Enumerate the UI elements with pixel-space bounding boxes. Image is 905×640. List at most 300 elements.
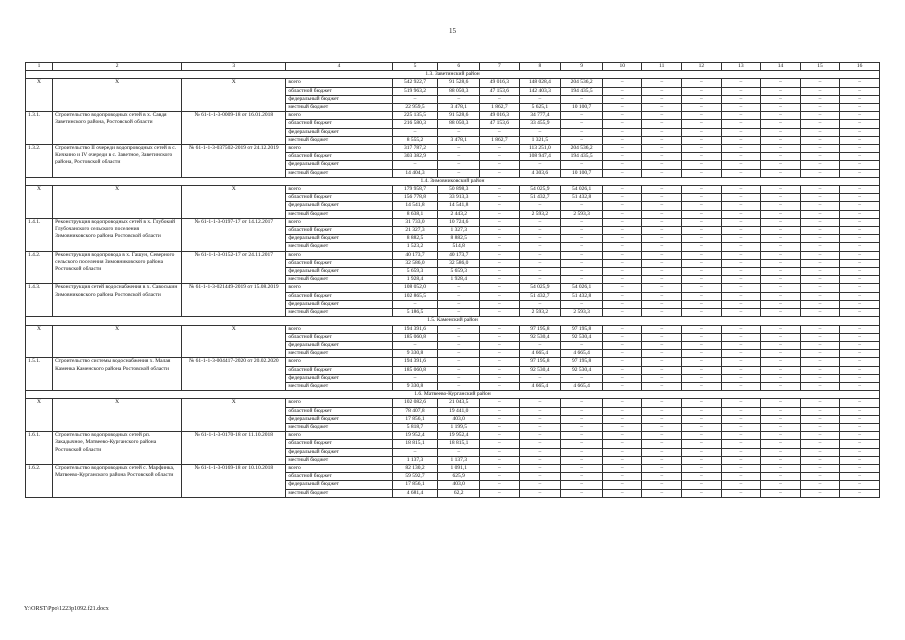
funding-source: всего: [286, 251, 392, 259]
amount-cell: –: [761, 153, 801, 161]
amount-cell: 10 724,6: [438, 218, 480, 226]
amount-cell: –: [682, 325, 722, 333]
amount-cell: –: [682, 473, 722, 481]
amount-cell: –: [800, 268, 840, 276]
amount-cell: –: [561, 227, 603, 235]
header-cell: 1: [26, 63, 53, 71]
item-name: Реконструкция водопроводных сетей в х. Глубокий Глубочанского сельского поселения Зимовниковского района Ростовской области: [53, 218, 182, 251]
amount-cell: –: [721, 161, 761, 169]
amount-cell: –: [642, 358, 682, 366]
amount-cell: 51 432,7: [519, 292, 561, 300]
amount-cell: –: [519, 218, 561, 226]
amount-cell: –: [800, 112, 840, 120]
amount-cell: –: [840, 136, 880, 144]
amount-cell: –: [602, 489, 642, 497]
amount-cell: –: [721, 366, 761, 374]
funding-source: всего: [286, 112, 392, 120]
amount-cell: –: [761, 415, 801, 423]
amount-cell: –: [800, 284, 840, 292]
amount-cell: –: [480, 473, 520, 481]
amount-cell: –: [480, 358, 520, 366]
amount-cell: –: [438, 95, 480, 103]
amount-cell: –: [480, 366, 520, 374]
amount-cell: –: [800, 333, 840, 341]
amount-cell: 62,2: [438, 489, 480, 497]
amount-cell: 1 321,5: [519, 136, 561, 144]
amount-cell: –: [721, 218, 761, 226]
amount-cell: –: [602, 341, 642, 349]
amount-cell: –: [761, 309, 801, 317]
amount-cell: 91 528,6: [438, 79, 480, 87]
amount-cell: –: [840, 374, 880, 382]
amount-cell: –: [682, 153, 722, 161]
amount-cell: –: [721, 210, 761, 218]
amount-cell: –: [800, 374, 840, 382]
amount-cell: –: [642, 194, 682, 202]
amount-cell: –: [761, 325, 801, 333]
amount-cell: 4 681,4: [392, 489, 438, 497]
amount-cell: –: [561, 489, 603, 497]
amount-cell: –: [721, 325, 761, 333]
amount-cell: –: [602, 186, 642, 194]
amount-cell: –: [561, 456, 603, 464]
amount-cell: –: [438, 333, 480, 341]
amount-cell: 1 137,3: [392, 456, 438, 464]
item-document: № 61-1-1-3-037502-2019 от 24.12.2019: [182, 145, 286, 178]
amount-cell: –: [519, 227, 561, 235]
amount-cell: 1 137,3: [438, 456, 480, 464]
amount-cell: –: [761, 202, 801, 210]
amount-cell: –: [840, 350, 880, 358]
amount-cell: –: [682, 399, 722, 407]
amount-cell: –: [721, 268, 761, 276]
amount-cell: –: [682, 259, 722, 267]
amount-cell: –: [840, 341, 880, 349]
amount-cell: –: [840, 432, 880, 440]
amount-cell: –: [721, 432, 761, 440]
amount-cell: –: [800, 292, 840, 300]
item-number: 1.3.1.: [26, 112, 53, 145]
amount-cell: –: [761, 481, 801, 489]
amount-cell: –: [800, 423, 840, 431]
amount-cell: –: [721, 473, 761, 481]
amount-cell: –: [480, 218, 520, 226]
amount-cell: –: [642, 481, 682, 489]
amount-cell: –: [561, 448, 603, 456]
amount-cell: –: [642, 309, 682, 317]
amount-cell: –: [642, 104, 682, 112]
amount-cell: –: [392, 128, 438, 136]
funding-source: федеральный бюджет: [286, 481, 392, 489]
amount-cell: –: [800, 358, 840, 366]
amount-cell: –: [761, 218, 801, 226]
amount-cell: 225 135,5: [392, 112, 438, 120]
amount-cell: –: [682, 79, 722, 87]
funding-source: федеральный бюджет: [286, 235, 392, 243]
amount-cell: –: [800, 169, 840, 177]
amount-cell: –: [761, 112, 801, 120]
amount-cell: –: [721, 104, 761, 112]
amount-cell: –: [721, 382, 761, 390]
amount-cell: –: [602, 284, 642, 292]
amount-cell: –: [602, 145, 642, 153]
amount-cell: –: [602, 112, 642, 120]
amount-cell: 54 025,9: [519, 186, 561, 194]
amount-cell: –: [800, 415, 840, 423]
amount-cell: –: [519, 423, 561, 431]
amount-cell: –: [682, 104, 722, 112]
amount-cell: –: [642, 186, 682, 194]
amount-cell: –: [561, 251, 603, 259]
amount-cell: 49 016,3: [480, 112, 520, 120]
amount-cell: –: [800, 448, 840, 456]
amount-cell: –: [602, 95, 642, 103]
amount-cell: –: [800, 259, 840, 267]
amount-cell: –: [800, 276, 840, 284]
amount-cell: –: [682, 251, 722, 259]
table-row: [26, 186, 880, 194]
header-cell: 3: [182, 63, 286, 71]
amount-cell: –: [800, 432, 840, 440]
amount-cell: –: [761, 194, 801, 202]
amount-cell: –: [800, 464, 840, 472]
item-name: Строительство водопроводных сетей в х. Савдя Заветинского района, Ростовской области: [53, 112, 182, 145]
funding-source: областной бюджет: [286, 333, 392, 341]
item-document: № 61-1-1-3-021449-2019 от 15.08.2019: [182, 284, 286, 317]
amount-cell: –: [642, 202, 682, 210]
funding-source: федеральный бюджет: [286, 300, 392, 308]
amount-cell: –: [519, 432, 561, 440]
table-row: [26, 399, 880, 407]
amount-cell: 148 028,4: [519, 79, 561, 87]
item-name: Х: [53, 399, 182, 432]
amount-cell: –: [642, 161, 682, 169]
amount-cell: –: [602, 128, 642, 136]
amount-cell: –: [392, 448, 438, 456]
amount-cell: –: [721, 136, 761, 144]
amount-cell: –: [602, 251, 642, 259]
amount-cell: –: [480, 456, 520, 464]
amount-cell: –: [519, 407, 561, 415]
item-document: № 61-1-1-3-0197-17 от 14.12.2017: [182, 218, 286, 251]
amount-cell: –: [840, 300, 880, 308]
amount-cell: –: [840, 448, 880, 456]
section-title: 1.6. Матвеево-Курганский район: [26, 391, 880, 399]
amount-cell: –: [682, 95, 722, 103]
amount-cell: –: [800, 128, 840, 136]
amount-cell: 21 327,3: [392, 227, 438, 235]
amount-cell: –: [840, 128, 880, 136]
amount-cell: –: [480, 284, 520, 292]
item-document: № 61-1-1-3-0009-18 от 16.01.2018: [182, 112, 286, 145]
amount-cell: –: [602, 243, 642, 251]
amount-cell: –: [642, 259, 682, 267]
amount-cell: –: [721, 145, 761, 153]
amount-cell: –: [480, 448, 520, 456]
amount-cell: 5 659,3: [438, 268, 480, 276]
amount-cell: 4 665,4: [519, 350, 561, 358]
amount-cell: 4 665,4: [561, 350, 603, 358]
amount-cell: –: [642, 407, 682, 415]
amount-cell: –: [561, 415, 603, 423]
amount-cell: –: [761, 276, 801, 284]
funding-source: областной бюджет: [286, 259, 392, 267]
amount-cell: 32 586,0: [438, 259, 480, 267]
amount-cell: –: [602, 259, 642, 267]
amount-cell: –: [840, 325, 880, 333]
amount-cell: –: [438, 309, 480, 317]
amount-cell: –: [721, 358, 761, 366]
amount-cell: 51 432,7: [519, 194, 561, 202]
amount-cell: 1 199,5: [438, 423, 480, 431]
amount-cell: –: [840, 309, 880, 317]
amount-cell: 19 952,4: [392, 432, 438, 440]
section-title: 1.4. Зимовниковский район: [26, 177, 880, 185]
amount-cell: –: [721, 292, 761, 300]
amount-cell: –: [761, 186, 801, 194]
amount-cell: 216 580,3: [392, 120, 438, 128]
amount-cell: 22 959,5: [392, 104, 438, 112]
item-document: № 61-1-1-3-0170-18 от 11.10.2018: [182, 432, 286, 465]
table-row: [26, 358, 880, 366]
amount-cell: –: [480, 128, 520, 136]
funding-source: всего: [286, 464, 392, 472]
amount-cell: –: [721, 284, 761, 292]
amount-cell: 3 478,1: [438, 104, 480, 112]
amount-cell: 10 100,7: [561, 104, 603, 112]
amount-cell: –: [480, 268, 520, 276]
amount-cell: 92 530,4: [519, 366, 561, 374]
amount-cell: –: [438, 145, 480, 153]
amount-cell: 204 536,2: [561, 145, 603, 153]
item-document: Х: [182, 325, 286, 358]
amount-cell: –: [642, 382, 682, 390]
funding-source: федеральный бюджет: [286, 448, 392, 456]
amount-cell: –: [761, 161, 801, 169]
amount-cell: –: [682, 210, 722, 218]
amount-cell: 88 050,3: [438, 120, 480, 128]
amount-cell: –: [721, 440, 761, 448]
amount-cell: –: [642, 464, 682, 472]
amount-cell: 4 665,4: [561, 382, 603, 390]
amount-cell: –: [800, 341, 840, 349]
amount-cell: –: [682, 218, 722, 226]
section-row: [26, 391, 880, 399]
amount-cell: –: [642, 145, 682, 153]
amount-cell: 194 391,6: [392, 325, 438, 333]
amount-cell: –: [602, 202, 642, 210]
amount-cell: 317 787,2: [392, 145, 438, 153]
amount-cell: –: [840, 292, 880, 300]
amount-cell: –: [800, 145, 840, 153]
amount-cell: –: [480, 202, 520, 210]
amount-cell: 113 251,0: [519, 145, 561, 153]
header-cell: 11: [642, 63, 682, 71]
amount-cell: 403,0: [438, 481, 480, 489]
funding-source: местный бюджет: [286, 136, 392, 144]
item-number: 1.6.2.: [26, 464, 53, 497]
amount-cell: –: [721, 259, 761, 267]
amount-cell: –: [519, 415, 561, 423]
amount-cell: –: [840, 227, 880, 235]
funding-source: всего: [286, 432, 392, 440]
amount-cell: –: [602, 79, 642, 87]
amount-cell: –: [480, 374, 520, 382]
amount-cell: 303 382,9: [392, 153, 438, 161]
amount-cell: –: [682, 136, 722, 144]
item-number: Х: [26, 399, 53, 432]
amount-cell: –: [721, 87, 761, 95]
amount-cell: 54 026,1: [561, 284, 603, 292]
item-document: № 61-1-1-3-0169-18 от 10.10.2018: [182, 464, 286, 497]
amount-cell: –: [480, 194, 520, 202]
funding-source: местный бюджет: [286, 169, 392, 177]
amount-cell: –: [561, 235, 603, 243]
amount-cell: –: [682, 87, 722, 95]
amount-cell: 185 060,8: [392, 333, 438, 341]
amount-cell: 2 593,2: [519, 210, 561, 218]
amount-cell: –: [561, 136, 603, 144]
amount-cell: 108 052,0: [392, 284, 438, 292]
amount-cell: 33 455,9: [519, 120, 561, 128]
amount-cell: 514,8: [438, 243, 480, 251]
amount-cell: 14 541,8: [438, 202, 480, 210]
funding-source: федеральный бюджет: [286, 374, 392, 382]
amount-cell: –: [682, 309, 722, 317]
amount-cell: –: [519, 300, 561, 308]
amount-cell: –: [602, 415, 642, 423]
amount-cell: –: [761, 432, 801, 440]
amount-cell: –: [480, 300, 520, 308]
amount-cell: –: [761, 292, 801, 300]
header-cell: 8: [519, 63, 561, 71]
header-cell: 16: [840, 63, 880, 71]
amount-cell: –: [480, 210, 520, 218]
amount-cell: –: [438, 153, 480, 161]
amount-cell: –: [480, 169, 520, 177]
page-number: 15: [449, 27, 456, 35]
amount-cell: 142 403,3: [519, 87, 561, 95]
amount-cell: –: [642, 292, 682, 300]
amount-cell: –: [519, 489, 561, 497]
amount-cell: –: [392, 300, 438, 308]
funding-source: федеральный бюджет: [286, 341, 392, 349]
amount-cell: 204 536,2: [561, 79, 603, 87]
table-row: [26, 112, 880, 120]
amount-cell: –: [642, 489, 682, 497]
amount-cell: –: [800, 79, 840, 87]
amount-cell: 1 523,2: [392, 243, 438, 251]
amount-cell: –: [840, 276, 880, 284]
amount-cell: –: [721, 169, 761, 177]
amount-cell: –: [642, 341, 682, 349]
amount-cell: –: [480, 489, 520, 497]
amount-cell: –: [642, 153, 682, 161]
amount-cell: –: [480, 153, 520, 161]
amount-cell: –: [480, 235, 520, 243]
funding-source: областной бюджет: [286, 292, 392, 300]
amount-cell: –: [438, 382, 480, 390]
amount-cell: –: [840, 358, 880, 366]
amount-cell: –: [682, 194, 722, 202]
funding-source: федеральный бюджет: [286, 415, 392, 423]
amount-cell: –: [561, 423, 603, 431]
amount-cell: –: [519, 374, 561, 382]
amount-cell: –: [800, 218, 840, 226]
amount-cell: –: [721, 128, 761, 136]
amount-cell: –: [800, 481, 840, 489]
amount-cell: 8 882,5: [392, 235, 438, 243]
amount-cell: 3 478,1: [438, 136, 480, 144]
amount-cell: –: [800, 407, 840, 415]
amount-cell: 21 043,5: [438, 399, 480, 407]
amount-cell: –: [761, 350, 801, 358]
amount-cell: 4 665,4: [519, 382, 561, 390]
amount-cell: –: [761, 399, 801, 407]
amount-cell: –: [642, 374, 682, 382]
amount-cell: –: [602, 161, 642, 169]
header-row: [26, 63, 880, 71]
amount-cell: –: [682, 407, 722, 415]
amount-cell: 92 530,4: [561, 333, 603, 341]
amount-cell: –: [602, 300, 642, 308]
amount-cell: 14 541,8: [392, 202, 438, 210]
amount-cell: –: [840, 79, 880, 87]
amount-cell: –: [561, 112, 603, 120]
amount-cell: 47 153,6: [480, 120, 520, 128]
funding-source: федеральный бюджет: [286, 268, 392, 276]
amount-cell: –: [761, 473, 801, 481]
funding-source: всего: [286, 284, 392, 292]
amount-cell: –: [642, 473, 682, 481]
amount-cell: 18 815,1: [438, 440, 480, 448]
amount-cell: –: [519, 464, 561, 472]
amount-cell: –: [840, 169, 880, 177]
amount-cell: –: [519, 202, 561, 210]
amount-cell: –: [480, 432, 520, 440]
amount-cell: –: [392, 161, 438, 169]
amount-cell: –: [438, 341, 480, 349]
amount-cell: –: [840, 382, 880, 390]
item-name: Строительство системы водоснабжения х. Малая Каменка Каменского района Ростовской области: [53, 358, 182, 391]
amount-cell: –: [519, 243, 561, 251]
amount-cell: 108 947,4: [519, 153, 561, 161]
amount-cell: –: [761, 169, 801, 177]
amount-cell: –: [642, 333, 682, 341]
funding-source: местный бюджет: [286, 382, 392, 390]
amount-cell: –: [602, 481, 642, 489]
amount-cell: 59 592,7: [392, 473, 438, 481]
amount-cell: 47 153,6: [480, 87, 520, 95]
amount-cell: –: [721, 341, 761, 349]
funding-source: всего: [286, 79, 392, 87]
funding-source: местный бюджет: [286, 104, 392, 112]
amount-cell: –: [682, 456, 722, 464]
amount-cell: –: [721, 202, 761, 210]
amount-cell: –: [480, 95, 520, 103]
amount-cell: 1 928,4: [438, 276, 480, 284]
amount-cell: –: [840, 218, 880, 226]
table-row: [26, 284, 880, 292]
amount-cell: –: [682, 161, 722, 169]
amount-cell: –: [561, 432, 603, 440]
header-cell: 5: [392, 63, 438, 71]
amount-cell: 8 882,5: [438, 235, 480, 243]
funding-source: областной бюджет: [286, 194, 392, 202]
table-row: [26, 79, 880, 87]
amount-cell: –: [840, 415, 880, 423]
amount-cell: 9 330,8: [392, 350, 438, 358]
